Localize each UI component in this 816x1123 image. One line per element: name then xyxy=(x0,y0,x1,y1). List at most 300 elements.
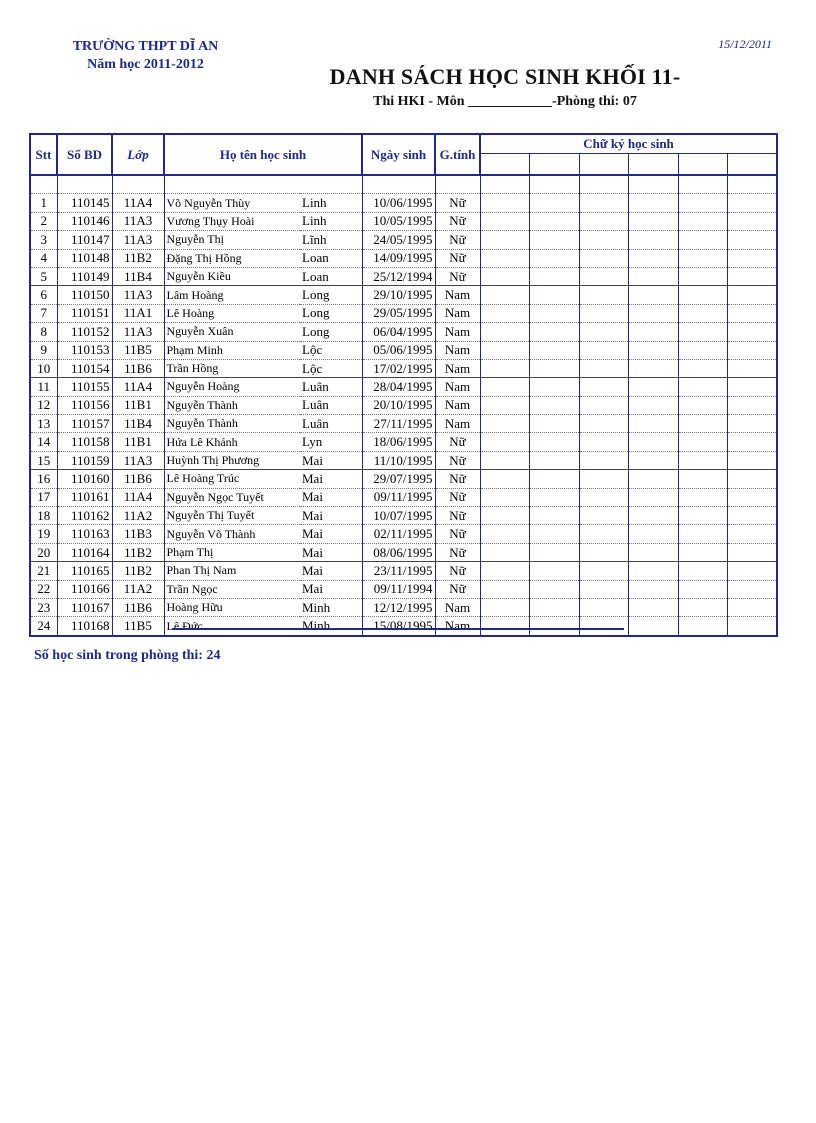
table-row xyxy=(30,194,777,212)
row-so-bd: 110166 xyxy=(57,580,112,598)
signature-cell[interactable] xyxy=(530,617,580,636)
row-ten: Mai xyxy=(300,580,362,598)
row-lop: 11B2 xyxy=(112,249,164,267)
row-ho-dem: Trần Hồng xyxy=(164,359,300,377)
row-so-bd: 110153 xyxy=(57,341,112,359)
page-subtitle: Thi HKI - Môn ____________-Phòng thi: 07 xyxy=(373,94,637,109)
row-ngay-sinh: 23/11/1995 xyxy=(362,562,435,580)
signature-subcolumn xyxy=(629,154,679,176)
signature-cell[interactable] xyxy=(579,231,629,249)
row-stt: 8 xyxy=(30,323,57,341)
signature-cell[interactable] xyxy=(728,470,778,488)
table-row xyxy=(30,249,777,267)
signature-cell[interactable] xyxy=(728,580,778,598)
row-so-bd: 110162 xyxy=(57,507,112,525)
signature-cell[interactable] xyxy=(480,488,530,506)
signature-cell[interactable] xyxy=(530,415,580,433)
row-stt: 11 xyxy=(30,378,57,396)
row-ngay-sinh: 28/04/1995 xyxy=(362,378,435,396)
signature-cell[interactable] xyxy=(480,378,530,396)
signature-cell[interactable] xyxy=(728,617,778,636)
signature-cell[interactable] xyxy=(530,212,580,230)
row-ho-dem: Nguyễn Thị xyxy=(164,231,300,249)
signature-cell[interactable] xyxy=(678,341,728,359)
row-ten: Linh xyxy=(300,194,362,212)
row-so-bd: 110161 xyxy=(57,488,112,506)
signature-cell[interactable] xyxy=(480,231,530,249)
signature-cell[interactable] xyxy=(629,323,679,341)
header-spacer-row xyxy=(30,175,777,194)
row-gioi-tinh: Nữ xyxy=(435,212,480,230)
signature-cell[interactable] xyxy=(530,433,580,451)
signature-cell[interactable] xyxy=(579,415,629,433)
signature-cell[interactable] xyxy=(480,451,530,469)
row-so-bd: 110168 xyxy=(57,617,112,636)
signature-cell[interactable] xyxy=(579,470,629,488)
col-header-gioi-tinh: G.tính xyxy=(435,134,480,175)
row-so-bd: 110160 xyxy=(57,470,112,488)
row-stt: 5 xyxy=(30,267,57,285)
signature-cell[interactable] xyxy=(530,598,580,616)
signature-cell[interactable] xyxy=(629,396,679,414)
row-so-bd: 110154 xyxy=(57,359,112,377)
col-header-chu-ky: Chữ ký học sinh xyxy=(480,134,777,154)
signature-cell[interactable] xyxy=(728,396,778,414)
row-ten: Mai xyxy=(300,507,362,525)
signature-cell[interactable] xyxy=(530,286,580,304)
signature-cell[interactable] xyxy=(530,451,580,469)
row-gioi-tinh: Nam xyxy=(435,378,480,396)
row-stt: 2 xyxy=(30,212,57,230)
row-stt: 15 xyxy=(30,451,57,469)
signature-cell[interactable] xyxy=(629,212,679,230)
row-lop: 11A1 xyxy=(112,304,164,322)
col-header-ngay-sinh: Ngày sinh xyxy=(362,134,435,175)
signature-cell[interactable] xyxy=(530,341,580,359)
row-stt: 10 xyxy=(30,359,57,377)
signature-cell[interactable] xyxy=(480,359,530,377)
row-ten: Lộc xyxy=(300,341,362,359)
signature-cell[interactable] xyxy=(678,194,728,212)
signature-cell[interactable] xyxy=(728,488,778,506)
signature-cell[interactable] xyxy=(480,433,530,451)
row-lop: 11B1 xyxy=(112,433,164,451)
signature-cell[interactable] xyxy=(629,249,679,267)
row-stt: 7 xyxy=(30,304,57,322)
row-so-bd: 110158 xyxy=(57,433,112,451)
row-lop: 11B5 xyxy=(112,617,164,636)
table-row xyxy=(30,378,777,396)
signature-cell[interactable] xyxy=(579,249,629,267)
signature-cell[interactable] xyxy=(629,286,679,304)
signature-cell[interactable] xyxy=(629,617,679,636)
row-stt: 22 xyxy=(30,580,57,598)
signature-cell[interactable] xyxy=(678,323,728,341)
signature-cell[interactable] xyxy=(579,194,629,212)
row-gioi-tinh: Nữ xyxy=(435,249,480,267)
row-ten: Mai xyxy=(300,470,362,488)
signature-cell[interactable] xyxy=(579,396,629,414)
row-stt: 23 xyxy=(30,598,57,616)
signature-cell[interactable] xyxy=(678,617,728,636)
row-ten: Luân xyxy=(300,415,362,433)
signature-cell[interactable] xyxy=(579,617,629,636)
signature-cell[interactable] xyxy=(678,451,728,469)
signature-cell[interactable] xyxy=(579,433,629,451)
signature-cell[interactable] xyxy=(530,231,580,249)
signature-cell[interactable] xyxy=(678,304,728,322)
signature-cell[interactable] xyxy=(480,470,530,488)
school-header xyxy=(58,38,233,74)
signature-cell[interactable] xyxy=(579,451,629,469)
row-ngay-sinh: 29/07/1995 xyxy=(362,470,435,488)
row-ho-dem: Hứa Lê Khánh xyxy=(164,433,300,451)
row-ten: Luân xyxy=(300,396,362,414)
row-ngay-sinh: 17/02/1995 xyxy=(362,359,435,377)
table-row xyxy=(30,488,777,506)
signature-cell[interactable] xyxy=(480,580,530,598)
signature-cell[interactable] xyxy=(678,359,728,377)
signature-cell[interactable] xyxy=(728,341,778,359)
row-ten: Mai xyxy=(300,562,362,580)
signature-cell[interactable] xyxy=(678,231,728,249)
signature-cell[interactable] xyxy=(629,378,679,396)
row-lop: 11B3 xyxy=(112,525,164,543)
signature-cell[interactable] xyxy=(579,562,629,580)
row-stt: 16 xyxy=(30,470,57,488)
row-stt: 4 xyxy=(30,249,57,267)
row-ten: Lĩnh xyxy=(300,231,362,249)
signature-cell[interactable] xyxy=(530,396,580,414)
row-ten: Long xyxy=(300,304,362,322)
signature-cell[interactable] xyxy=(678,212,728,230)
row-ho-dem: Nguyễn Xuân xyxy=(164,323,300,341)
print-date: 15/12/2011 xyxy=(718,37,772,51)
signature-cell[interactable] xyxy=(530,543,580,561)
signature-cell[interactable] xyxy=(728,212,778,230)
signature-cell[interactable] xyxy=(579,598,629,616)
signature-cell[interactable] xyxy=(678,543,728,561)
signature-cell[interactable] xyxy=(678,433,728,451)
row-ho-dem: Lâm Hoàng xyxy=(164,286,300,304)
table-row xyxy=(30,543,777,561)
signature-cell[interactable] xyxy=(678,396,728,414)
row-ngay-sinh: 27/11/1995 xyxy=(362,415,435,433)
signature-cell[interactable] xyxy=(480,304,530,322)
row-lop: 11A3 xyxy=(112,451,164,469)
row-lop: 11B1 xyxy=(112,396,164,414)
signature-cell[interactable] xyxy=(728,507,778,525)
signature-cell[interactable] xyxy=(579,488,629,506)
row-so-bd: 110146 xyxy=(57,212,112,230)
row-ngay-sinh: 24/05/1995 xyxy=(362,231,435,249)
signature-cell[interactable] xyxy=(480,341,530,359)
signature-cell[interactable] xyxy=(530,378,580,396)
signature-cell[interactable] xyxy=(728,249,778,267)
table-row xyxy=(30,451,777,469)
row-so-bd: 110150 xyxy=(57,286,112,304)
row-ten: Mai xyxy=(300,543,362,561)
school-year: Năm học 2011-2012 xyxy=(87,57,204,72)
signature-cell[interactable] xyxy=(579,304,629,322)
signature-cell[interactable] xyxy=(579,212,629,230)
row-so-bd: 110167 xyxy=(57,598,112,616)
row-ngay-sinh: 14/09/1995 xyxy=(362,249,435,267)
signature-cell[interactable] xyxy=(678,415,728,433)
signature-cell[interactable] xyxy=(728,525,778,543)
row-gioi-tinh: Nữ xyxy=(435,194,480,212)
row-lop: 11B6 xyxy=(112,359,164,377)
signature-cell[interactable] xyxy=(728,378,778,396)
footer-divider xyxy=(172,628,624,630)
row-ho-dem: Phạm Minh xyxy=(164,341,300,359)
signature-cell[interactable] xyxy=(480,415,530,433)
table-row xyxy=(30,580,777,598)
signature-cell[interactable] xyxy=(530,194,580,212)
signature-cell[interactable] xyxy=(728,433,778,451)
signature-cell[interactable] xyxy=(629,451,679,469)
row-stt: 12 xyxy=(30,396,57,414)
signature-cell[interactable] xyxy=(530,525,580,543)
row-stt: 14 xyxy=(30,433,57,451)
signature-cell[interactable] xyxy=(629,470,679,488)
signature-cell[interactable] xyxy=(629,341,679,359)
signature-cell[interactable] xyxy=(579,323,629,341)
signature-cell[interactable] xyxy=(678,286,728,304)
row-ho-dem: Lê Hoàng Trúc xyxy=(164,470,300,488)
signature-cell[interactable] xyxy=(629,359,679,377)
row-gioi-tinh: Nữ xyxy=(435,231,480,249)
signature-cell[interactable] xyxy=(480,598,530,616)
signature-subcolumn xyxy=(678,154,728,176)
signature-cell[interactable] xyxy=(629,598,679,616)
signature-cell[interactable] xyxy=(629,415,679,433)
row-ho-dem: Lê Hoàng xyxy=(164,304,300,322)
row-ten: Minh xyxy=(300,598,362,616)
row-ngay-sinh: 10/06/1995 xyxy=(362,194,435,212)
signature-cell[interactable] xyxy=(629,304,679,322)
signature-cell[interactable] xyxy=(480,543,530,561)
signature-cell[interactable] xyxy=(480,562,530,580)
table-row xyxy=(30,359,777,377)
signature-cell[interactable] xyxy=(530,562,580,580)
row-gioi-tinh: Nam xyxy=(435,323,480,341)
signature-cell[interactable] xyxy=(629,580,679,598)
signature-cell[interactable] xyxy=(678,267,728,285)
signature-cell[interactable] xyxy=(728,562,778,580)
table-header xyxy=(30,134,777,175)
row-lop: 11A3 xyxy=(112,212,164,230)
row-gioi-tinh: Nữ xyxy=(435,470,480,488)
row-lop: 11B6 xyxy=(112,470,164,488)
col-header-so-bd: Số BD xyxy=(57,134,112,175)
signature-cell[interactable] xyxy=(579,286,629,304)
row-so-bd: 110165 xyxy=(57,562,112,580)
signature-cell[interactable] xyxy=(678,378,728,396)
signature-cell[interactable] xyxy=(480,267,530,285)
row-ho-dem: Đặng Thị Hồng xyxy=(164,249,300,267)
row-so-bd: 110157 xyxy=(57,415,112,433)
row-gioi-tinh: Nữ xyxy=(435,525,480,543)
table-row xyxy=(30,323,777,341)
signature-cell[interactable] xyxy=(678,580,728,598)
table-row xyxy=(30,212,777,230)
row-ho-dem: Nguyễn Thành xyxy=(164,415,300,433)
row-ho-dem: Nguyễn Ngọc Tuyết xyxy=(164,488,300,506)
signature-cell[interactable] xyxy=(629,488,679,506)
table-row xyxy=(30,231,777,249)
row-stt: 24 xyxy=(30,617,57,636)
row-gioi-tinh: Nam xyxy=(435,415,480,433)
row-lop: 11A2 xyxy=(112,507,164,525)
signature-cell[interactable] xyxy=(629,194,679,212)
row-ten: Lyn xyxy=(300,433,362,451)
col-header-lop xyxy=(112,134,164,175)
signature-cell[interactable] xyxy=(579,267,629,285)
signature-cell[interactable] xyxy=(579,580,629,598)
signature-cell[interactable] xyxy=(678,598,728,616)
signature-cell[interactable] xyxy=(728,543,778,561)
row-stt: 9 xyxy=(30,341,57,359)
row-gioi-tinh: Nữ xyxy=(435,543,480,561)
signature-cell[interactable] xyxy=(728,286,778,304)
signature-cell[interactable] xyxy=(480,617,530,636)
signature-cell[interactable] xyxy=(530,249,580,267)
row-gioi-tinh: Nữ xyxy=(435,488,480,506)
col-header-ho-ten: Họ tên học sinh xyxy=(164,134,362,175)
row-ten: Minh xyxy=(300,617,362,636)
signature-cell[interactable] xyxy=(629,433,679,451)
signature-cell[interactable] xyxy=(728,323,778,341)
signature-cell[interactable] xyxy=(728,598,778,616)
row-ho-dem: Phan Thị Nam xyxy=(164,562,300,580)
signature-cell[interactable] xyxy=(629,231,679,249)
row-lop: 11A4 xyxy=(112,378,164,396)
row-stt: 3 xyxy=(30,231,57,249)
signature-cell[interactable] xyxy=(678,249,728,267)
table-row xyxy=(30,433,777,451)
row-gioi-tinh: Nam xyxy=(435,359,480,377)
row-lop: 11A2 xyxy=(112,580,164,598)
table-row xyxy=(30,507,777,525)
row-lop: 11A3 xyxy=(112,323,164,341)
signature-subcolumn xyxy=(530,154,580,176)
student-count-summary: Số học sinh trong phòng thi: 24 xyxy=(34,648,221,663)
row-ho-dem: Nguyễn Võ Thành xyxy=(164,525,300,543)
signature-cell[interactable] xyxy=(728,231,778,249)
signature-cell[interactable] xyxy=(629,267,679,285)
signature-cell[interactable] xyxy=(629,543,679,561)
signature-cell[interactable] xyxy=(579,378,629,396)
signature-cell[interactable] xyxy=(530,304,580,322)
table-row xyxy=(30,267,777,285)
signature-cell[interactable] xyxy=(678,507,728,525)
col-header-stt: Stt xyxy=(30,134,57,175)
row-gioi-tinh: Nam xyxy=(435,341,480,359)
table-row xyxy=(30,598,777,616)
school-name: TRƯỜNG THPT DĨ AN xyxy=(72,39,219,54)
signature-cell[interactable] xyxy=(530,580,580,598)
page-title: DANH SÁCH HỌC SINH KHỐI 11- xyxy=(329,64,681,89)
signature-cell[interactable] xyxy=(728,359,778,377)
row-lop: 11B2 xyxy=(112,562,164,580)
signature-cell[interactable] xyxy=(728,451,778,469)
signature-cell[interactable] xyxy=(530,323,580,341)
row-ho-dem: Hoàng Hữu xyxy=(164,598,300,616)
signature-cell[interactable] xyxy=(480,194,530,212)
signature-cell[interactable] xyxy=(480,249,530,267)
row-ngay-sinh: 29/05/1995 xyxy=(362,304,435,322)
signature-cell[interactable] xyxy=(480,396,530,414)
signature-cell[interactable] xyxy=(678,525,728,543)
signature-cell[interactable] xyxy=(530,359,580,377)
signature-cell[interactable] xyxy=(480,286,530,304)
signature-cell[interactable] xyxy=(530,267,580,285)
signature-cell[interactable] xyxy=(579,543,629,561)
table-row xyxy=(30,415,777,433)
row-gioi-tinh: Nam xyxy=(435,617,480,636)
signature-cell[interactable] xyxy=(629,562,679,580)
row-stt: 18 xyxy=(30,507,57,525)
signature-cell[interactable] xyxy=(629,507,679,525)
signature-cell[interactable] xyxy=(579,341,629,359)
row-gioi-tinh: Nam xyxy=(435,598,480,616)
row-ho-dem: Nguyễn Thị Tuyết xyxy=(164,507,300,525)
row-ngay-sinh: 05/06/1995 xyxy=(362,341,435,359)
signature-cell[interactable] xyxy=(530,507,580,525)
signature-cell[interactable] xyxy=(728,267,778,285)
table-row xyxy=(30,341,777,359)
signature-cell[interactable] xyxy=(480,323,530,341)
signature-cell[interactable] xyxy=(678,562,728,580)
signature-cell[interactable] xyxy=(579,359,629,377)
signature-cell[interactable] xyxy=(530,488,580,506)
table-row xyxy=(30,304,777,322)
row-stt: 13 xyxy=(30,415,57,433)
signature-cell[interactable] xyxy=(678,470,728,488)
signature-cell[interactable] xyxy=(728,415,778,433)
signature-cell[interactable] xyxy=(530,470,580,488)
row-ngay-sinh: 11/10/1995 xyxy=(362,451,435,469)
signature-cell[interactable] xyxy=(678,488,728,506)
signature-subcolumn xyxy=(480,154,530,176)
signature-cell[interactable] xyxy=(480,212,530,230)
signature-cell[interactable] xyxy=(579,507,629,525)
signature-cell[interactable] xyxy=(728,194,778,212)
table-row xyxy=(30,396,777,414)
row-stt: 20 xyxy=(30,543,57,561)
row-so-bd: 110159 xyxy=(57,451,112,469)
row-so-bd: 110148 xyxy=(57,249,112,267)
row-ngay-sinh: 29/10/1995 xyxy=(362,286,435,304)
signature-cell[interactable] xyxy=(579,525,629,543)
signature-cell[interactable] xyxy=(629,525,679,543)
signature-cell[interactable] xyxy=(480,525,530,543)
row-ho-dem: Phạm Thị xyxy=(164,543,300,561)
row-ngay-sinh: 10/05/1995 xyxy=(362,212,435,230)
signature-cell[interactable] xyxy=(728,304,778,322)
row-ho-dem: Huỳnh Thị Phương xyxy=(164,451,300,469)
row-ten: Lộc xyxy=(300,359,362,377)
row-lop: 11B5 xyxy=(112,341,164,359)
row-gioi-tinh: Nữ xyxy=(435,580,480,598)
row-ten: Loan xyxy=(300,267,362,285)
signature-cell[interactable] xyxy=(480,507,530,525)
table-row xyxy=(30,617,777,636)
row-so-bd: 110152 xyxy=(57,323,112,341)
row-ngay-sinh: 06/04/1995 xyxy=(362,323,435,341)
row-ten: Long xyxy=(300,323,362,341)
